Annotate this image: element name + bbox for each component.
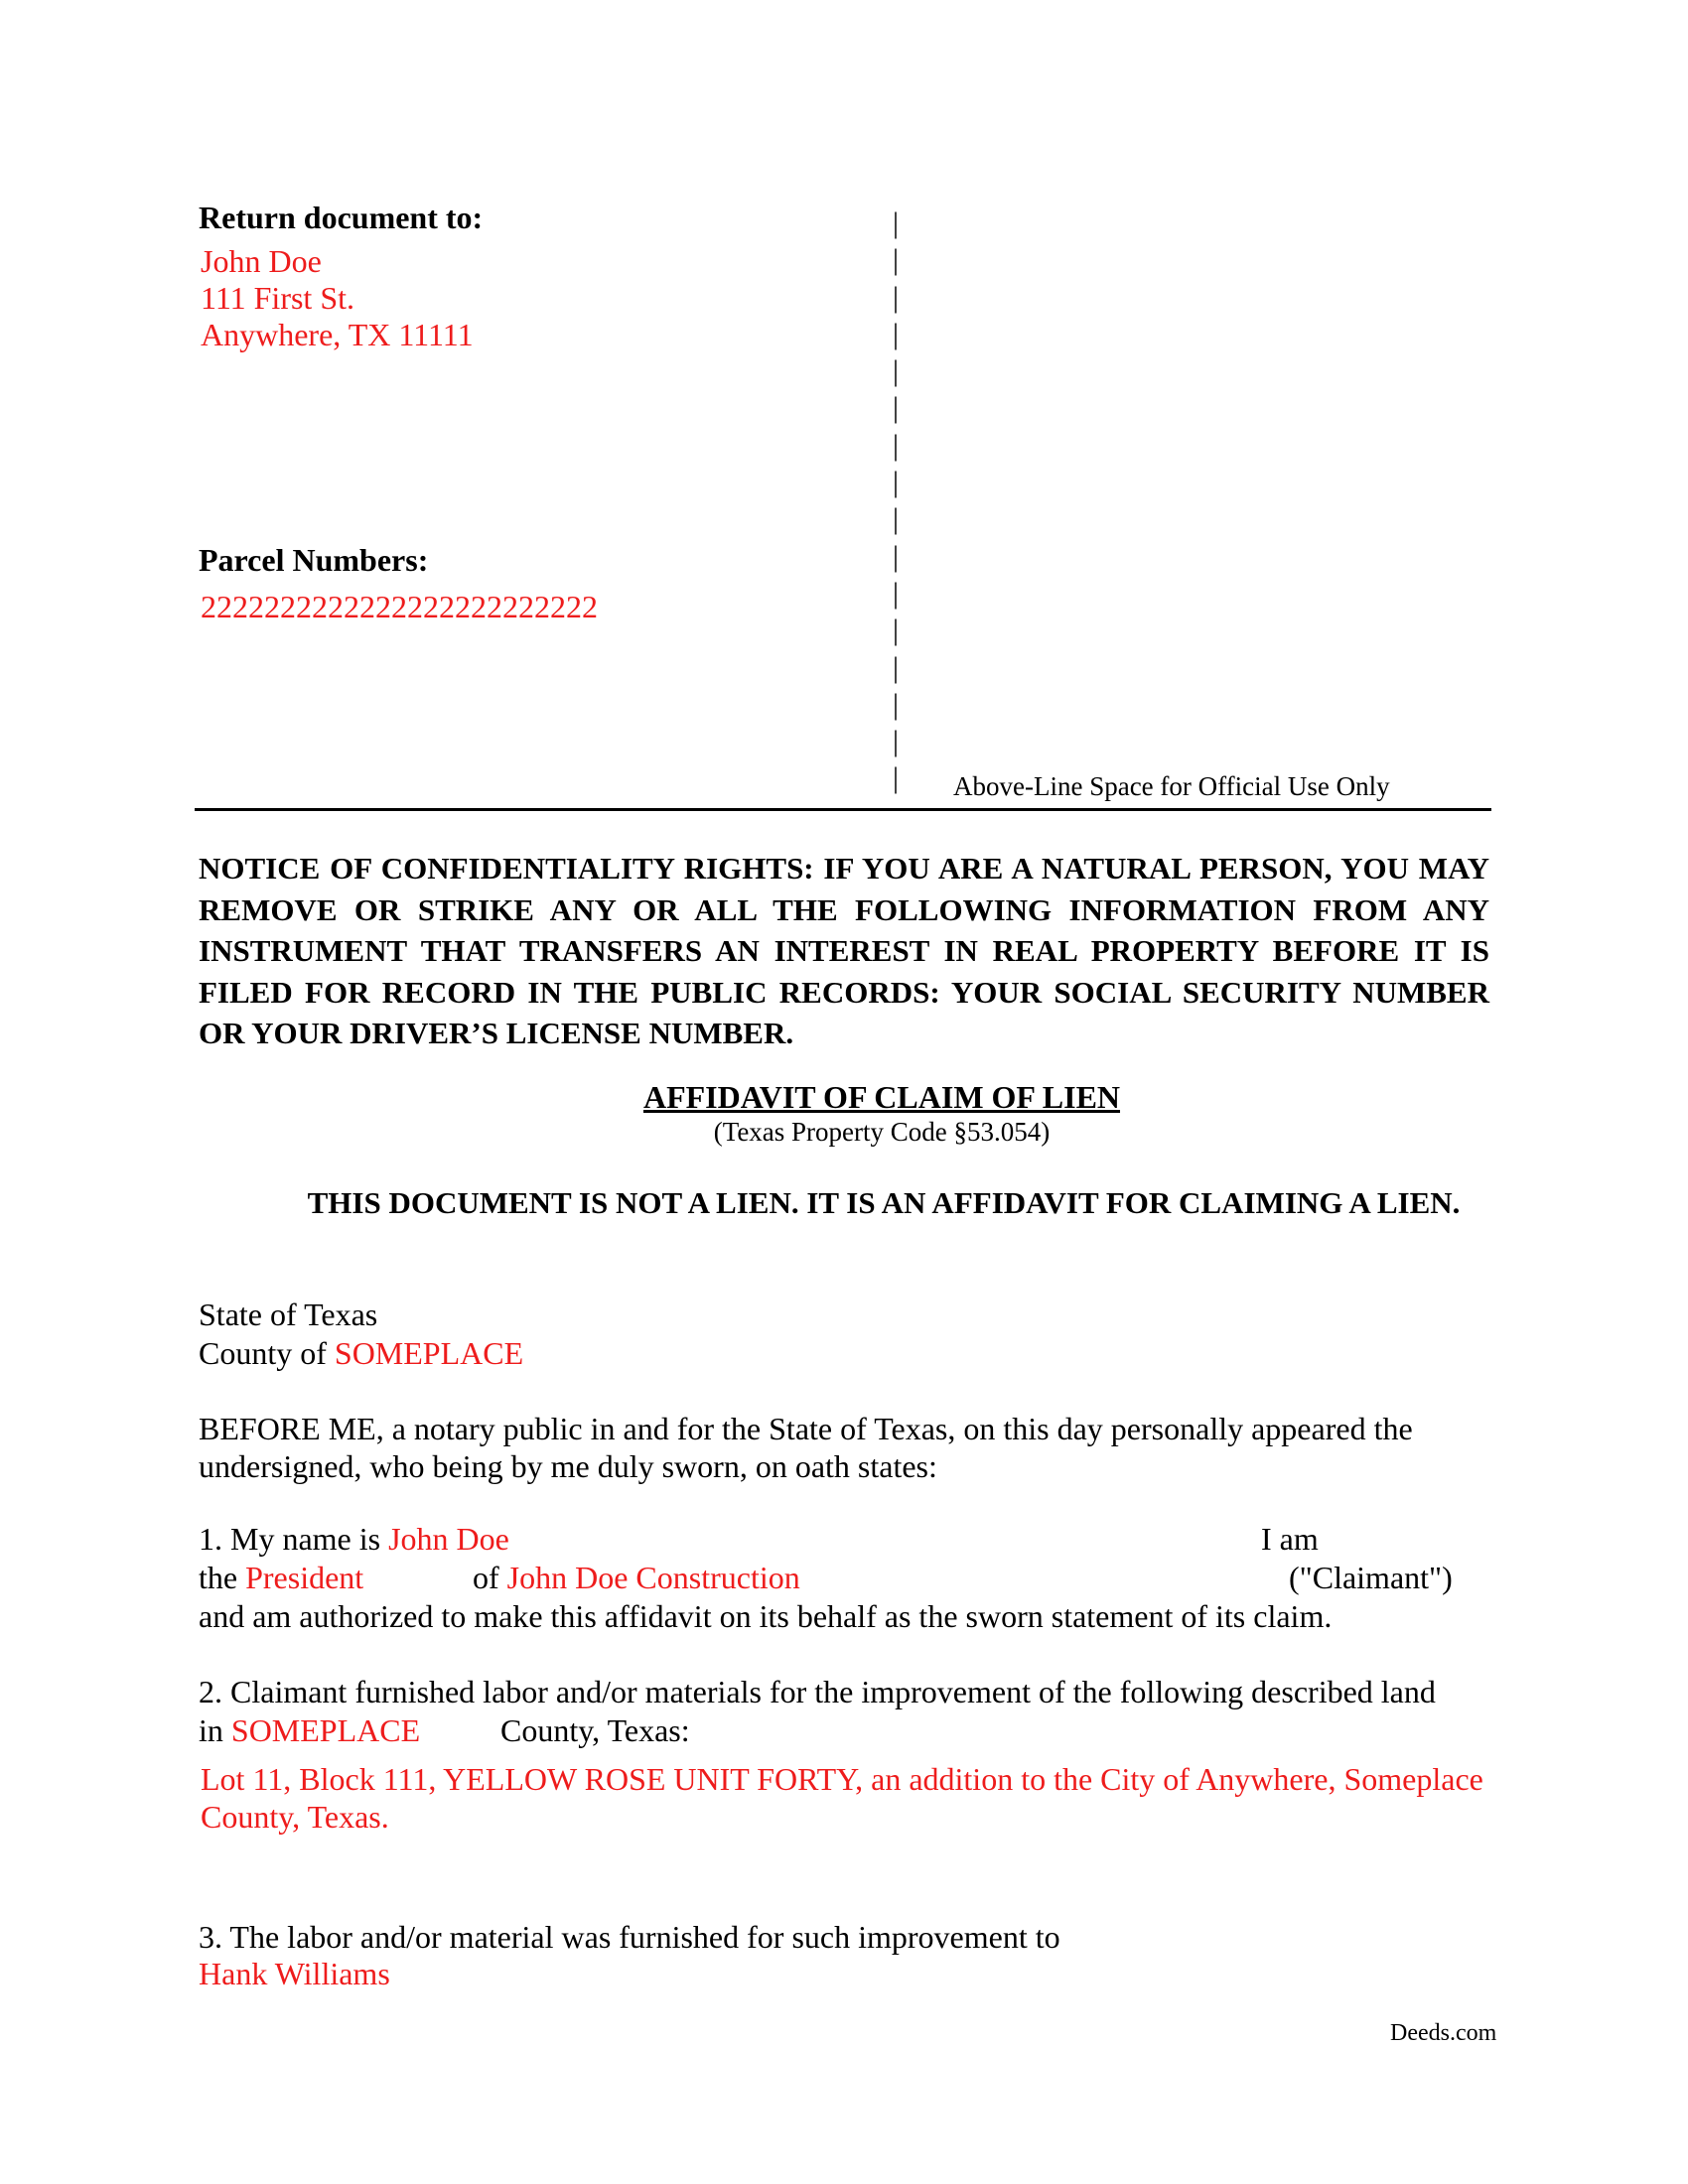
return-document-label: Return document to: xyxy=(199,200,484,235)
divider-bar: | xyxy=(892,650,899,684)
county-prefix: County of xyxy=(199,1335,327,1371)
official-space-divider xyxy=(890,205,902,797)
divider-bar: | xyxy=(892,466,899,499)
legal-description: Lot 11, Block 111, YELLOW ROSE UNIT FORTY, an addition to the City of Anywhere, Someplace County, Texas. xyxy=(201,1761,1483,1835)
official-use-label: Above-Line Space for Official Use Only xyxy=(953,771,1390,801)
paragraph-2-text: 2. Claimant furnished labor and/or materials for the improvement of the following described land xyxy=(199,1674,1436,1709)
divider-bar: | xyxy=(892,206,899,239)
divider-bar: | xyxy=(892,243,899,277)
p1-of: of xyxy=(473,1560,499,1595)
p1-i-am: I am xyxy=(1261,1521,1319,1557)
document-subtitle: (Texas Property Code §53.054) xyxy=(713,1117,1051,1147)
p1-prefix: 1. My name is xyxy=(199,1521,381,1557)
parcel-numbers-label: Parcel Numbers: xyxy=(199,542,429,578)
divider-bar: | xyxy=(892,280,899,314)
divider-bar: | xyxy=(892,539,899,573)
before-me-paragraph: BEFORE ME, a notary public in and for the State of Texas, on this day personally appeared the undersigned, who being by me duly sworn, on oath states: xyxy=(199,1411,1413,1484)
return-street: 111 First St. xyxy=(201,280,354,316)
p1-the: the xyxy=(199,1560,238,1595)
p2-county-suffix: County, Texas: xyxy=(500,1712,690,1748)
venue-county-line xyxy=(199,1334,523,1372)
claimant-name: John Doe xyxy=(388,1521,509,1557)
divider-bar: | xyxy=(892,391,899,425)
property-owner: Hank Williams xyxy=(199,1956,390,1991)
paragraph-1-line-1 xyxy=(199,1520,509,1558)
p2-in: in xyxy=(199,1712,223,1748)
divider-bar: | xyxy=(892,761,899,795)
venue-state: State of Texas xyxy=(199,1297,378,1332)
divider-bar: | xyxy=(892,354,899,388)
paragraph-3-text: 3. The labor and/or material was furnished for such improvement to xyxy=(199,1919,1060,1955)
not-a-lien-warning: THIS DOCUMENT IS NOT A LIEN. IT IS AN AFFIDAVIT FOR CLAIMING A LIEN. xyxy=(307,1185,1461,1220)
return-name: John Doe xyxy=(201,243,322,279)
claimant-title: President xyxy=(245,1560,364,1595)
confidentiality-notice: NOTICE OF CONFIDENTIALITY RIGHTS: IF YOU ARE A NATURAL PERSON, YOU MAY REMOVE OR STRIKE ANY OR ALL THE FOLLOWING INFORMATION FROM ANY INSTRUMENT THAT TRANSFERS AN INTEREST IN REAL PROPERTY BEFORE IT IS FILED FOR RECORD IN THE PUBLIC RECORDS: YOUR SOCIAL SECURITY NUMBER OR YOUR DRIVER’S LICENSE NUMBER. xyxy=(199,851,1489,1050)
p1-claimant-label: ("Claimant") xyxy=(1289,1560,1453,1595)
paragraph-1-line-3: and am authorized to make this affidavit on its behalf as the sworn statement of its claim. xyxy=(199,1598,1333,1634)
document-title: AFFIDAVIT OF CLAIM OF LIEN xyxy=(642,1079,1121,1115)
deeds-footer: Deeds.com xyxy=(1390,2020,1497,2046)
divider-bar: | xyxy=(892,576,899,610)
return-city: Anywhere, TX 11111 xyxy=(201,317,474,352)
property-county: SOMEPLACE xyxy=(230,1712,421,1748)
county-value: SOMEPLACE xyxy=(334,1335,524,1371)
claimant-company: John Doe Construction xyxy=(506,1560,800,1595)
divider-bar: | xyxy=(892,687,899,721)
divider-bar: | xyxy=(892,502,899,536)
return-address xyxy=(201,242,474,352)
paragraph-2-line-2 xyxy=(199,1711,420,1749)
divider-bar: | xyxy=(892,614,899,647)
header-rule xyxy=(195,808,1491,811)
parcel-numbers-value: 2222222222222222222222222 xyxy=(201,589,598,624)
divider-bar: | xyxy=(892,317,899,350)
divider-bar: | xyxy=(892,725,899,758)
paragraph-1-line-2 xyxy=(199,1559,363,1596)
document-title-block xyxy=(199,1078,1565,1148)
p1-of-company xyxy=(473,1559,800,1596)
divider-bar: | xyxy=(892,428,899,462)
